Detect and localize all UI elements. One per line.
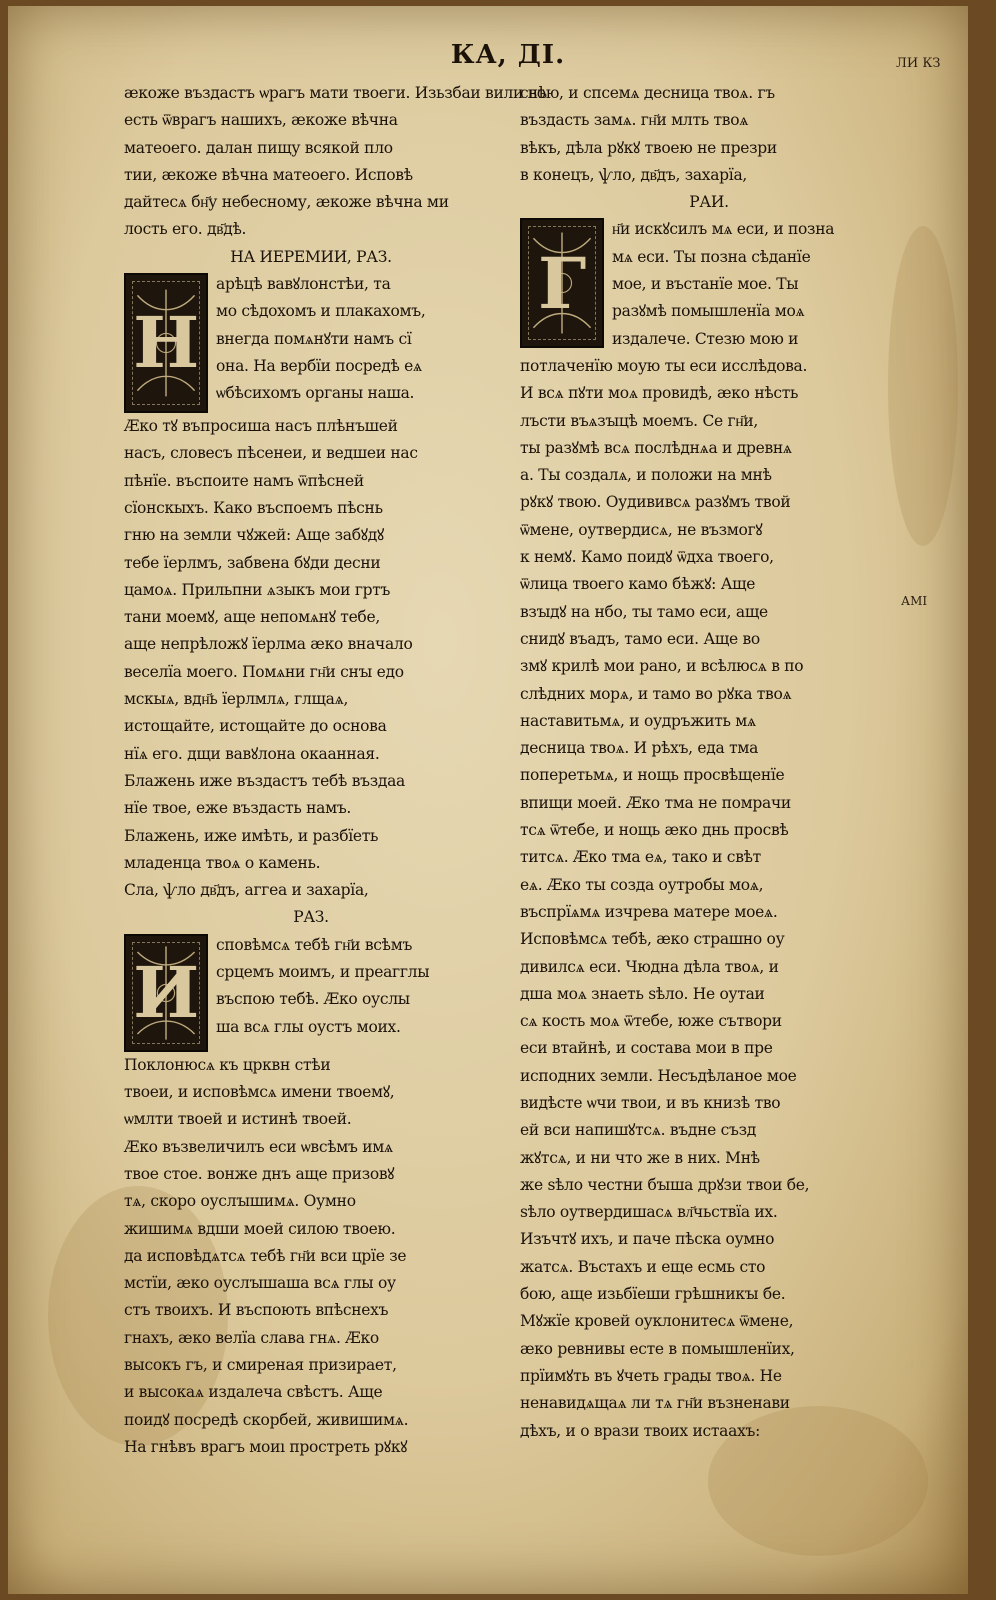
text-line: И всѧ пꙋти моѧ провидѣ, ӕко нѣсть bbox=[520, 384, 799, 403]
text-line: Мꙋжїе кровей оуклонитесѧ ѿмене, bbox=[520, 1312, 794, 1331]
text-line: взꙑдꙋ на нбо, ты тамо еси, аще bbox=[520, 602, 768, 621]
text-line: ей вси напишꙋтсѧ. въдне създ bbox=[520, 1121, 756, 1140]
text-line: сѧ кость моѧ ѿтебе, юже сътвори bbox=[520, 1012, 782, 1031]
text-line: въздасть замѧ. гн҃и млть твоѧ bbox=[520, 111, 749, 130]
text-line: жꙋтсѧ, и ни что же в них. Мнѣ bbox=[520, 1148, 760, 1167]
text-line: еѧ. Ӕко ты созда оутробы моѧ, bbox=[520, 875, 764, 894]
page-header-signature: КА, ДI. bbox=[450, 40, 566, 70]
text-line: нїѧ его. дщи вавꙋлона окаанная. bbox=[124, 744, 380, 763]
text-line: н҃и искꙋсилъ мѧ еси, и позна bbox=[612, 220, 835, 239]
initial-glyph: Н bbox=[133, 301, 199, 385]
text-line: ша всѧ глы оустъ моих. bbox=[216, 1017, 401, 1036]
text-line: аще непрѣложꙋ їерлма ӕко вначало bbox=[124, 635, 413, 654]
right-column bbox=[520, 80, 898, 1445]
initial-glyph: Г bbox=[537, 241, 587, 325]
text-line: Ӕко възвеличилъ еси ѡвсѣмъ имѧ bbox=[124, 1137, 393, 1156]
text-line: тѧ, скоро оуслꙑшимѧ. Оумно bbox=[124, 1192, 356, 1211]
text-line: гнахъ, ӕко велїа слава гнѧ. Ӕко bbox=[124, 1328, 379, 1347]
text-line: цамоѧ. Прильпни ѧзыкъ мои гртъ bbox=[124, 580, 391, 599]
text-line: поперетьмѧ, и нощь просвѣщенїе bbox=[520, 766, 785, 785]
text-line: мое, и въстанїе мое. Ты bbox=[612, 275, 799, 294]
text-line: же ѕѣло честни бꙑша дрꙋзи твои бе, bbox=[520, 1175, 810, 1194]
text-line: видѣсте ѡчи твои, и въ книзѣ тво bbox=[520, 1093, 781, 1112]
text-line: стъ твоихъ. И въспоють впѣснехъ bbox=[124, 1301, 389, 1320]
text-line: наставитьмѧ, и оудръжить мѧ bbox=[520, 711, 756, 730]
text-line: ненавидѧщаѧ ли тѧ гн҃и възненави bbox=[520, 1394, 790, 1413]
margin-note: АМI bbox=[901, 594, 928, 608]
text-line: дивилсѧ еси. Чюдна дѣла твоѧ, и bbox=[520, 957, 779, 976]
text-line: мо сѣдохомъ и плакахомъ, bbox=[216, 302, 426, 321]
text-line: дша моѧ знаеть ѕѣло. Не оутаи bbox=[520, 984, 765, 1003]
initial-block bbox=[520, 216, 898, 352]
text-line: змꙋ крилѣ мои рано, и всѣлюсѧ в по bbox=[520, 657, 804, 676]
text-line: жатсѧ. Въстахъ и еще есмь сто bbox=[520, 1257, 766, 1276]
text-line: гню на земли чꙋжей: Аще забꙋдꙋ bbox=[124, 526, 384, 545]
text-line: десница твоѧ. И рѣхъ, еда тма bbox=[520, 739, 759, 758]
psalm-heading: НА ИЕРЕМИИ, РАЗ. bbox=[230, 247, 392, 266]
text-line: исподних земли. Несъдѣланое мое bbox=[520, 1066, 797, 1085]
text-line: жишимѧ вдши моей силою твоею. bbox=[124, 1219, 396, 1238]
text-line: тии, ӕкоже вѣчна матеоего. Исповѣ bbox=[124, 165, 413, 184]
text-line: ӕкоже въздастъ ѡрагъ мати твоеги. Изьзбаи вили нѣ bbox=[124, 84, 547, 102]
text-line: младенца твоѧ о камень. bbox=[124, 853, 321, 872]
text-line: мстїи, ӕко оуслꙑшаша всѧ глы оу bbox=[124, 1274, 396, 1293]
text-line: мскыѧ, вдн҃ь їерлмлѧ, глщаѧ, bbox=[124, 690, 349, 709]
text-line: титсѧ. Ӕко тма еѧ, тако и свѣт bbox=[520, 848, 761, 867]
text-line: ѡмлти твоей и истинѣ твоей. bbox=[124, 1110, 352, 1129]
initial-block bbox=[124, 932, 498, 1052]
text-line: она. На вербїи посредѣ еѧ bbox=[216, 356, 422, 375]
decorated-initial-letter bbox=[124, 273, 208, 413]
text-line: тебе їерлмъ, забвена бꙋди десни bbox=[124, 553, 381, 572]
text-line: пѣнїе. въспоите намъ ѿпѣсней bbox=[124, 471, 364, 490]
text-line: и высокаѧ издалеча свѣстъ. Аще bbox=[124, 1383, 383, 1402]
initial-glyph: И bbox=[133, 951, 199, 1035]
psalm-heading: РАИ. bbox=[689, 193, 729, 212]
text-line: ты разꙋмѣ всѧ послѣднѧа и древнѧ bbox=[520, 438, 792, 457]
text-line: твое стое. вонже днъ аще призовꙋ bbox=[124, 1164, 395, 1183]
text-line: рꙋкꙋ твою. Оудививсѧ разꙋмъ твой bbox=[520, 493, 791, 512]
text-line: ѡбѣсихомъ органы наша. bbox=[216, 384, 415, 403]
paper-stain bbox=[888, 226, 958, 546]
text-line: прїимꙋть въ ꙋчеть грады твоѧ. Не bbox=[520, 1366, 782, 1385]
text-line: мѧ еси. Ты позна сѣданїе bbox=[612, 247, 811, 266]
text-line: тани моемꙋ, аще непомѧнꙋ тебе, bbox=[124, 608, 380, 627]
text-line: внегда помѧнꙋти намъ сї bbox=[216, 329, 412, 348]
text-line: вѣкъ, дѣла рꙋкꙋ твоею не презри bbox=[520, 138, 777, 157]
text-line: арѣцѣ вавꙋлонстѣи, та bbox=[216, 275, 391, 294]
text-line: Блажень, иже имѣть, и разбїеть bbox=[124, 826, 379, 845]
text-line: На гнѣвъ врагъ моиı простреть рꙋкꙋ bbox=[124, 1437, 408, 1456]
text-line: Ӕко тꙋ въпросиша насъ плѣнъшей bbox=[124, 417, 398, 436]
text-line: издалече. Стезю мою и bbox=[612, 329, 799, 348]
text-line: снидꙋ въадъ, тамо еси. Аще во bbox=[520, 629, 760, 648]
text-line: сповѣмсѧ тебѣ гн҃и всѣмъ bbox=[216, 935, 413, 954]
text-line: слѣдних морѧ, и тамо во рꙋка твоѧ bbox=[520, 684, 792, 703]
text-line: въспою тебѣ. Ӕко оуслы bbox=[216, 990, 410, 1009]
text-line: а. Ты создалѧ, и положи на мнѣ bbox=[520, 466, 772, 485]
text-line: Сла, ѱло дв҃дъ, аггеа и захарїа, bbox=[124, 881, 369, 900]
text-line: насъ, словесъ пѣсенеи, и ведшеи нас bbox=[124, 444, 418, 463]
text-line: въспрїѧмѧ изчрева матере моеѧ. bbox=[520, 902, 778, 921]
text-line: ӕко ревнивы есте в помышленїих, bbox=[520, 1339, 795, 1358]
text-line: ѿмене, оутвердисѧ, не възмогꙋ bbox=[520, 520, 763, 539]
text-line: лъсти въѧзꙑцѣ моемъ. Се гн҃и, bbox=[520, 411, 758, 430]
text-line: ѿлица твоего камо бѣжꙋ: Аще bbox=[520, 575, 756, 594]
left-column bbox=[124, 80, 547, 1461]
decorated-initial-letter bbox=[124, 934, 208, 1052]
text-line: бою, аще изьбїеши грѣшникꙑ бе. bbox=[520, 1285, 786, 1304]
text-line: матеоего. далан пищу всякой пло bbox=[124, 138, 393, 157]
psalm-heading: РАЗ. bbox=[293, 908, 329, 927]
folio-number: ЛИ КЗ bbox=[896, 56, 941, 71]
text-line: сїонскыхъ. Како въспоемъ пѣснь bbox=[124, 498, 383, 517]
text-line: поидꙋ посредѣ скорбей, живишимѧ. bbox=[124, 1410, 409, 1429]
text-line: нїе твое, еже въздасть намъ. bbox=[124, 799, 352, 818]
text-line: дайтесѧ бн҃у небесному, ӕкоже вѣчна ми bbox=[124, 193, 449, 212]
text-line: есть ѿврагъ нашихъ, ӕкоже вѣчна bbox=[124, 111, 398, 130]
text-line: Изъчтꙋ ихъ, и паче пѣска оумно bbox=[520, 1230, 775, 1249]
text-line: разꙋмѣ помышленїа моѧ bbox=[612, 302, 805, 321]
text-line: дѣхъ, и о врази твоих истаахъ: bbox=[520, 1421, 760, 1440]
text-line: свою, и спсемѧ десница твоѧ. гъ bbox=[520, 84, 775, 102]
text-line: потлаченїю моую ты еси исслѣдова. bbox=[520, 356, 808, 375]
text-line: Поклонюсѧ къ црквн стѣи bbox=[124, 1055, 331, 1074]
text-line: да исповѣдѧтсѧ тебѣ гн҃и вси црїе зе bbox=[124, 1246, 407, 1265]
text-line: Блажень иже въздастъ тебѣ въздаа bbox=[124, 771, 405, 790]
text-line: лость его. дв҃дѣ. bbox=[124, 220, 247, 239]
text-line: еси втайнѣ, и состава мои в пре bbox=[520, 1039, 773, 1058]
initial-block bbox=[124, 271, 498, 413]
text-line: высокъ гъ, и смиреная призирает, bbox=[124, 1355, 397, 1374]
text-line: веселїа моего. Помѧни гн҃и снꙑ едо bbox=[124, 662, 404, 681]
text-line: в конецъ, ѱло, дв҃дъ, захарїа, bbox=[520, 165, 748, 184]
text-line: срцемъ моимъ, и преагглы bbox=[216, 963, 430, 982]
decorated-initial-letter bbox=[520, 218, 604, 348]
text-line: впищи моей. Ӕко тма не помрачи bbox=[520, 793, 791, 812]
text-line: тсѧ ѿтебе, и нощь ӕко днь просвѣ bbox=[520, 821, 789, 840]
text-line: ѕѣло оутвердишасѧ вл҃чьствїа их. bbox=[520, 1203, 778, 1222]
text-line: истощайте, истощайте до основа bbox=[124, 717, 387, 736]
manuscript-page bbox=[8, 6, 968, 1594]
text-line: твоеи, и исповѣмсѧ имени твоемꙋ, bbox=[124, 1083, 395, 1102]
text-line: Исповѣмсѧ тебѣ, ӕко страшно оу bbox=[520, 930, 785, 949]
text-line: к немꙋ. Камо поидꙋ ѿдха твоего, bbox=[520, 548, 774, 567]
